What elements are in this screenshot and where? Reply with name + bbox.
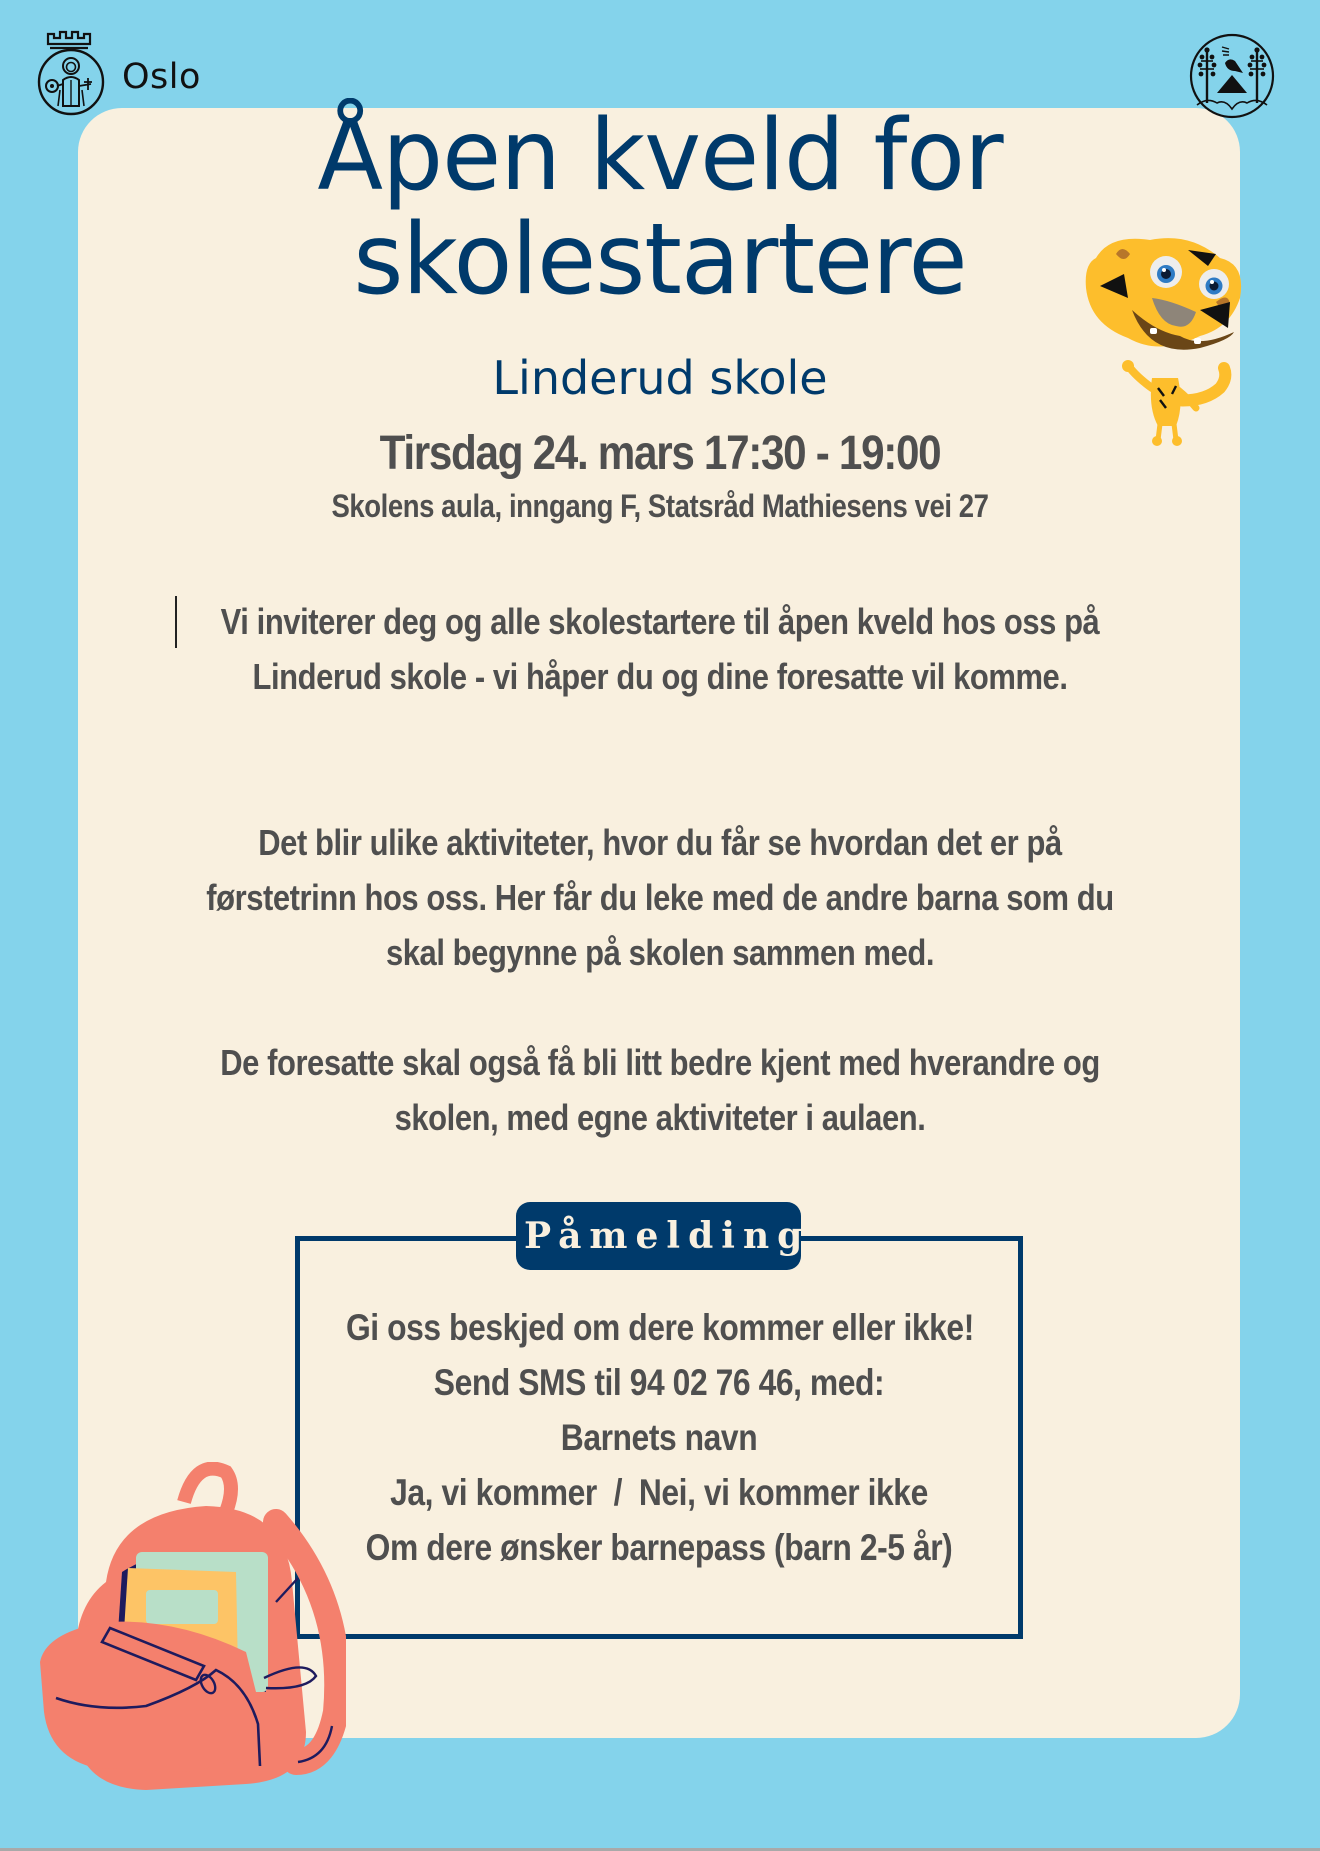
text-cursor: [175, 596, 177, 648]
title-line-2: skolestartere: [353, 203, 967, 317]
registration-line-yes-no: Ja, vi kommer / Nei, vi kommer ikke: [390, 1472, 928, 1513]
registration-line-sms: Send SMS til 94 02 76 46, med:: [433, 1362, 885, 1403]
body-paragraph-parents: De foresatte skal også få bli litt bedre kjent med hverandre og skolen, med egne aktiviteter i aulaen.: [220, 1042, 1100, 1138]
backpack-icon: [36, 1462, 346, 1807]
tiger-mascot-icon: [1080, 228, 1250, 453]
registration-line-child-name: Barnets navn: [560, 1417, 758, 1458]
registration-line-rsvp: Gi oss beskjed om dere kommer eller ikke!: [345, 1307, 974, 1348]
registration-instructions: [295, 1300, 1023, 1575]
school-name: Linderud skole: [492, 351, 828, 405]
event-datetime: Tirsdag 24. mars 17:30 - 19:00: [379, 427, 941, 480]
body-paragraph-invite: Vi inviterer deg og alle skolestartere til åpen kveld hos oss på Linderud skole - vi håper du og dine foresatte vil komme.: [220, 601, 1100, 697]
registration-line-childcare: Om dere ønsker barnepass (barn 2-5 år): [365, 1527, 953, 1568]
event-location: Skolens aula, inngang F, Statsråd Mathiesens vei 27: [331, 488, 989, 524]
title-line-1: Åpen kveld for: [317, 99, 1003, 213]
registration-label: Påmelding: [516, 1202, 801, 1270]
body-paragraph-activities: Det blir ulike aktiviteter, hvor du får se hvordan det er på førstetrinn hos oss. Her får du leke med de andre barna som du skal begynne på skolen sammen med.: [206, 822, 1114, 973]
oslo-wordmark: Oslo: [122, 57, 201, 97]
